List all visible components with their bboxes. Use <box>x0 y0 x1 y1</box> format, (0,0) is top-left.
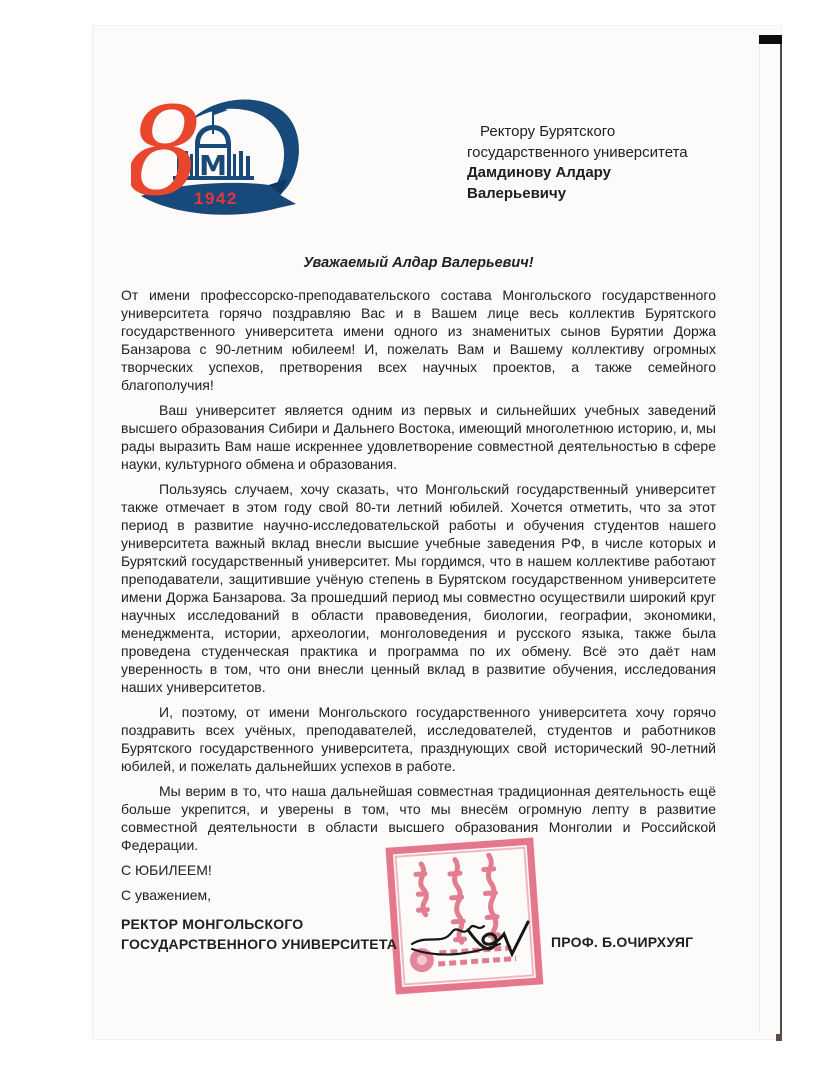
recipient-line: Ректору Бурятского <box>480 123 616 140</box>
paragraph: И, поэтому, от имени Монгольского государственного университета хочу горячо поздравить всех учёных, преподавателей, исследователей, студентов и работников Бурятского государственного университета, празднующих свой исторический 90-летний юбилей, и пожелать дальнейших успехов в работе. <box>121 704 716 774</box>
letter-page <box>92 25 782 1040</box>
page-fold-line <box>759 42 760 1031</box>
logo-year: 1942 <box>194 189 238 208</box>
paragraph: Ваш университет является одним из первых и сильнейших учебных заведений высшего образования Сибири и Дальнего Востока, имеющий многолетнюю историю, и, мы рады выразить Вам наше искреннее удовлетворение совместной деятельностью в сфере науки, культурного обмена и образования. <box>121 402 716 472</box>
signatory-title-line: ГОСУДАРСТВЕННОГО УНИВЕРСИТЕТА <box>121 935 398 952</box>
signatory-title <box>121 915 397 954</box>
paragraph: Пользуясь случаем, хочу сказать, что Монгольский государственный университет также отмечает в этом году свой 80-ти летний юбилей. Хочется отметить, что за этот период в развитие научно-исследовательской работы и обучения студентов нашего университета важный вклад внесли высшие учебные заведения РФ, в числе которых и Бурятский государственный университет. Мы гордимся, что в нашем коллективе работают преподаватели, защитившие учёную степень в Бурятском государственном университете имени Доржа Банзарова. За прошедший период мы совместно осуществили широкий круг научных исследований в области правоведения, биологии, географии, экономики, менеджмента, истории, археологии, монголоведения и русского языка, также была проведена студенческая практика и программа по их обмену. Всё это даёт нам уверенность в том, что они внесли ценный вклад в развитие обучения, исследования наших университетов. <box>121 481 716 695</box>
logo-graphic <box>131 92 306 224</box>
closing-line: С уважением, <box>121 887 212 903</box>
scan-edge-bottom <box>776 1034 782 1041</box>
letter-body <box>121 254 716 911</box>
salutation: Уважаемый Алдар Валерьевич! <box>303 255 534 271</box>
recipient-name-line: Валерьевичу <box>467 184 567 202</box>
recipient-block <box>467 122 688 204</box>
logo-numeral-eight: 8 <box>131 92 203 223</box>
recipient-line: государственного университета <box>467 143 688 161</box>
signatory-name: ПРОФ. Б.ОЧИРХУЯГ <box>551 934 694 950</box>
jubilee-line: С ЮБИЛЕЕМ! <box>121 862 212 878</box>
logo-building-monogram: M <box>199 149 227 182</box>
paragraph: От имени профессорско-преподавательского состава Монгольского государственного университета горячо поздравляю Вас и в Вашем лице весь коллектив Бурятского государственного университета имени одного из знаменитых сынов Бурятии Доржа Банзарова с 90-летним юбилеем! И, пожелать Вам и Вашему коллективу огромных творческих успехов, претворения всех научных проектов, а также семейного благополучия! <box>121 287 716 393</box>
signatory-title-line: РЕКТОР МОНГОЛЬСКОГО <box>121 916 304 932</box>
signature-scribble <box>408 904 538 972</box>
anniversary-80-logo <box>131 92 306 224</box>
recipient-name-line: Дамдинову Алдару <box>467 164 611 181</box>
scan-edge-corner <box>759 35 782 44</box>
scan-edge-right <box>780 37 782 1040</box>
paragraph: Мы верим в то, что наша дальнейшая совместная традиционная деятельность ещё больше укрепится, и уверены в том, что мы внесём огромную лепту в развитие совместной деятельности в области высшего образования Монголии и Российской Федерации. <box>121 783 716 853</box>
